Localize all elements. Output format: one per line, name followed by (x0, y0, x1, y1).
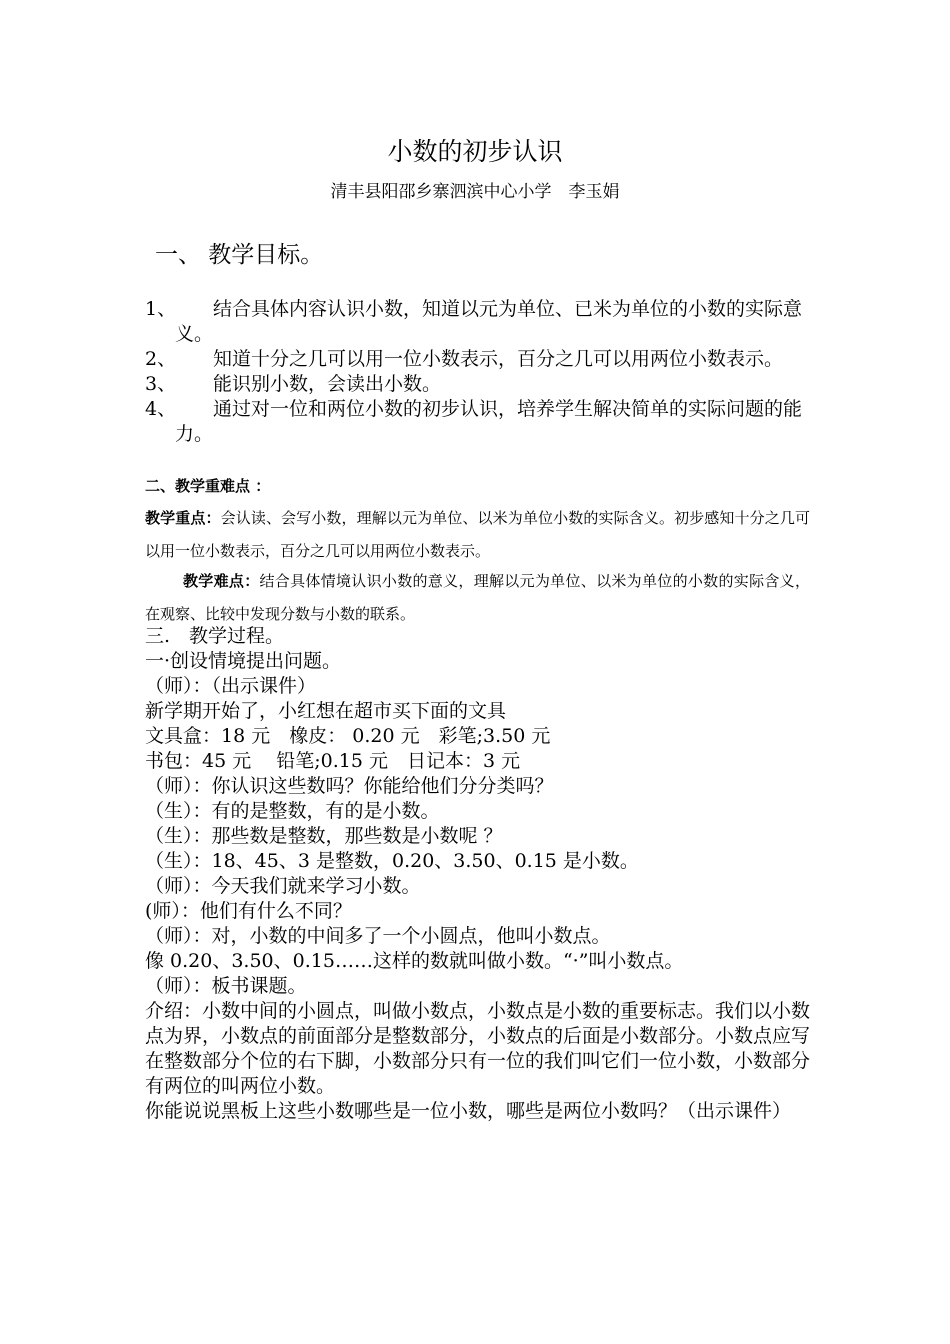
goal-text: 结合具体内容认识小数，知道以元为单位、已米为单位的小数的实际意义。 (175, 298, 803, 345)
process-line: （师）：（出示课件） (145, 675, 317, 697)
process-line: (师）：他们有什么不同？ (145, 900, 352, 922)
goal-text: 通过对一位和两位小数的初步认识，培养学生解决简单的实际问题的能力。 (175, 398, 803, 445)
process-line: （生）：18、45、3 是整数，0.20、3.50、0.15 是小数。 (145, 850, 639, 872)
process-line: 三. 教学过程。 (145, 625, 285, 647)
process-line: 一·创设情境提出问题。 (145, 650, 342, 672)
process-line: （师）：你认识这些数吗？你能给他们分分类吗？ (145, 775, 554, 797)
teaching-process (145, 624, 810, 1124)
process-line: （师）：板书课题。 (145, 975, 307, 997)
process-line: 新学期开始了，小红想在超市买下面的文具 (145, 700, 507, 722)
author-line: 清丰县阳邵乡寨泗滨中心小学 李玉娟 (330, 182, 620, 202)
difficulty-text: 结合具体情境认识小数的意义，理解以元为单位、以米为单位的小数的实际含义，在观察、比较中发现分数与小数的联系。 (145, 572, 810, 623)
goal-list (145, 297, 810, 447)
section-heading-key-points: 二、教学重难点 ： (145, 477, 271, 495)
section-heading-goals: 一、 教学目标。 (155, 242, 324, 268)
document-title: 小数的初步认识 (387, 137, 563, 166)
process-line: （生）：那些数是整数，那些数是小数呢 ？ (145, 825, 503, 847)
goal-item (145, 372, 810, 397)
difficulty-paragraph (145, 565, 810, 631)
key-point-label: 教学重点： (145, 509, 221, 527)
process-line: 像 0.20、3.50、0.15……这样的数就叫做小数。“·”叫小数点。 (145, 950, 684, 972)
goal-number: 4、 (145, 398, 177, 420)
goal-number: 1、 (145, 298, 177, 320)
goal-item (145, 297, 810, 347)
question-paragraph: 你能说说黑板上这些小数哪些是一位小数，哪些是两位小数吗？（出示课件） (145, 1100, 792, 1122)
process-line: （生）：有的是整数，有的是小数。 (145, 800, 440, 822)
process-line: （师）：对，小数的中间多了一个小圆点，他叫小数点。 (145, 925, 611, 947)
process-line: 文具盒：18 元 橡皮： 0.20 元 彩笔;3.50 元 (145, 725, 551, 747)
intro-paragraph: 介绍：小数中间的小圆点，叫做小数点，小数点是小数的重要标志。我们以小数点为界，小数点的前面部分是整数部分，小数点的后面是小数部分。小数点应写在整数部分个位的右下脚，小数部分只有一位的我们叫它们一位小数，小数部分有两位的叫两位小数。 (145, 1000, 811, 1097)
goal-item (145, 397, 810, 447)
goal-number: 2、 (145, 348, 177, 370)
goal-text: 能识别小数，会读出小数。 (213, 373, 442, 395)
difficulty-label: 教学难点： (183, 572, 260, 590)
process-line: 书包：45 元 铅笔;0.15 元 日记本：3 元 (145, 750, 521, 772)
key-point-paragraph (145, 502, 810, 568)
goal-item (145, 347, 810, 372)
goal-text: 知道十分之几可以用一位小数表示，百分之几可以用两位小数表示。 (213, 348, 784, 370)
process-line: （师）：今天我们就来学习小数。 (145, 875, 421, 897)
goal-number: 3、 (145, 373, 177, 395)
key-point-text: 会认读、会写小数，理解以元为单位、以米为单位小数的实际含义。初步感知十分之几可以用一位小数表示，百分之几可以用两位小数表示。 (145, 509, 810, 560)
